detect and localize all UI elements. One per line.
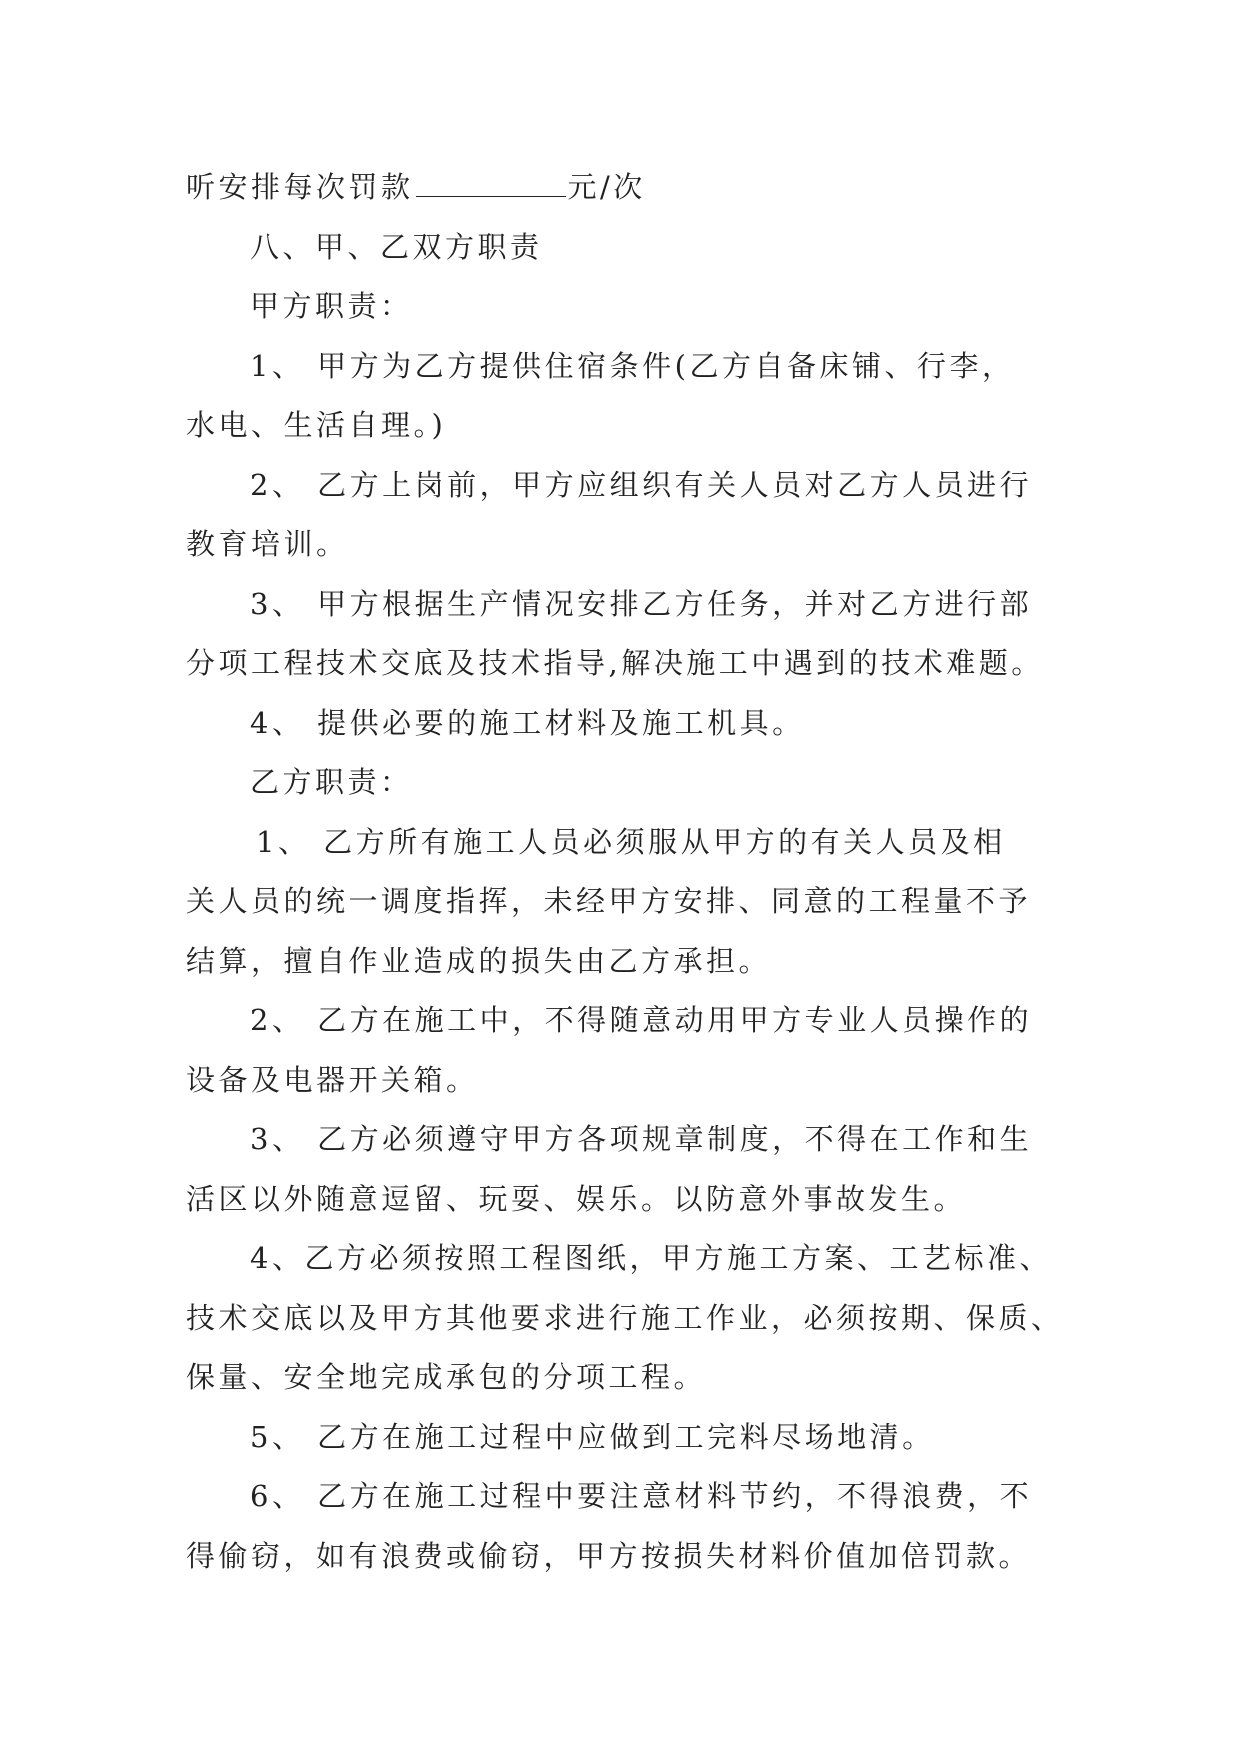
- party-a-heading: 甲方职责：: [250, 289, 413, 323]
- party-b-item-4-line-2: 技术交底以及甲方其他要求进行施工作业，必须按期、保质、: [186, 1300, 1064, 1335]
- party-b-item-1-line-2: 关人员的统一调度指挥，未经甲方安排、同意的工程量不予: [186, 884, 1032, 918]
- party-b-heading: 乙方职责：: [250, 765, 413, 799]
- penalty-line-prefix: 听安排每次罚款: [186, 170, 414, 204]
- party-b-item-4-line-1: 4、乙方必须按照工程图纸，甲方施工方案、工艺标准、: [250, 1241, 1052, 1275]
- party-b-item-4-line-3: 保量、安全地完成承包的分项工程。: [186, 1360, 707, 1394]
- penalty-line: [186, 158, 1066, 218]
- party-b-item-5-line-1: 5、 乙方在施工过程中应做到工完料尽场地清。: [250, 1419, 935, 1454]
- party-b-item-1-line-1: 1、 乙方所有施工人员必须服从甲方的有关人员及相: [256, 824, 1006, 859]
- party-a-item-1-line-2: 水电、生活自理。): [186, 408, 447, 442]
- party-b-item-2-line-2: 设备及电器开关箱。: [186, 1062, 479, 1097]
- party-a-item-1-line-1: 1、 甲方为乙方提供住宿条件(乙方自备床铺、行李，: [250, 348, 1015, 383]
- party-a-item-2-line-2: 教育培训。: [186, 527, 349, 561]
- document-body: [186, 158, 1066, 1586]
- party-b-item-3-line-1: 3、 乙方必须遵守甲方各项规章制度，不得在工作和生: [250, 1122, 1033, 1156]
- penalty-line-suffix: 元/次: [567, 170, 646, 204]
- party-b-item-3-line-2: 活区以外随意逗留、玩耍、娱乐。以防意外事故发生。: [186, 1181, 967, 1216]
- penalty-amount-blank: [416, 174, 566, 197]
- section-title: 八、甲、乙双方职责: [250, 229, 543, 264]
- party-a-item-3-line-1: 3、 甲方根据生产情况安排乙方任务，并对乙方进行部: [250, 586, 1033, 621]
- party-a-item-4-line-1: 4、 提供必要的施工材料及施工机具。: [250, 705, 805, 740]
- party-a-item-2-line-1: 2、 乙方上岗前，甲方应组织有关人员对乙方人员进行: [250, 467, 1033, 502]
- party-b-item-2-line-1: 2、 乙方在施工中，不得随意动用甲方专业人员操作的: [250, 1003, 1033, 1037]
- party-b-item-6-line-2: 得偷窃，如有浪费或偷窃，甲方按损失材料价值加倍罚款。: [186, 1538, 1032, 1573]
- party-b-item-1-line-3: 结算，擅自作业造成的损失由乙方承担。: [186, 943, 772, 978]
- party-b-item-6-line-1: 6、 乙方在施工过程中要注意材料节约，不得浪费，不: [250, 1479, 1033, 1513]
- party-a-item-3-line-2: 分项工程技术交底及技术指导,解决施工中遇到的技术难题。: [186, 646, 1044, 680]
